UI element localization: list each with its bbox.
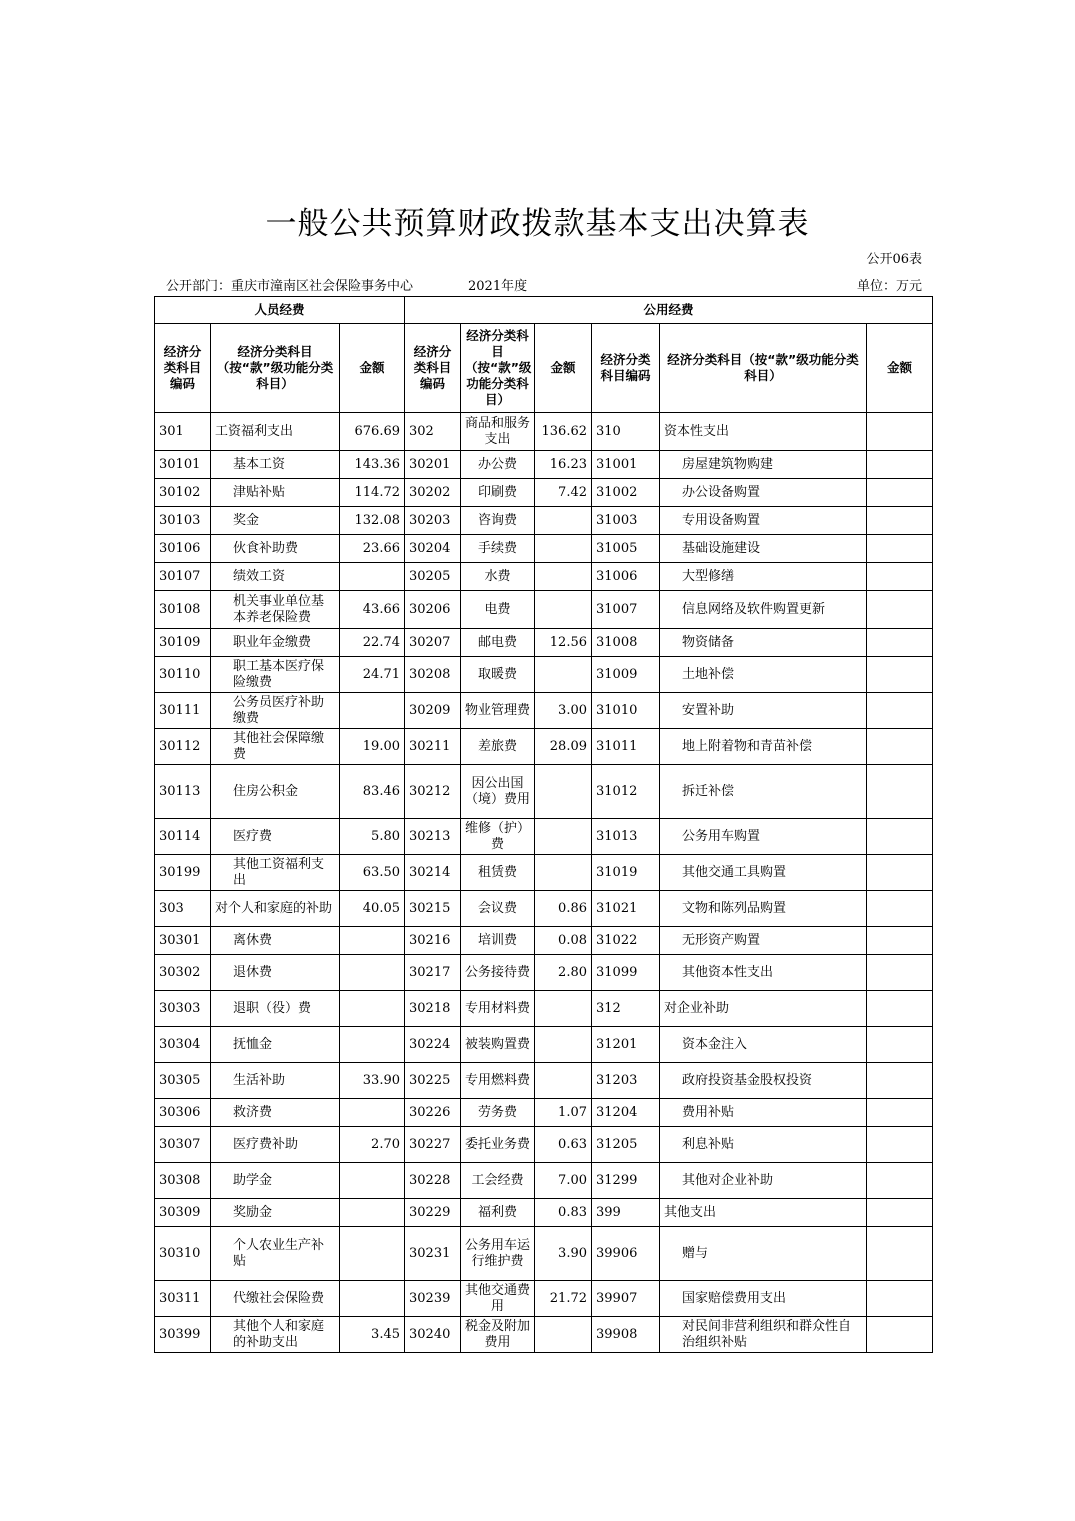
row-code-goods: 30203 (405, 507, 461, 535)
row-amount-personnel: 114.72 (340, 479, 405, 507)
row-amount-personnel (340, 991, 405, 1027)
row-code-capital: 31099 (592, 955, 660, 991)
row-code-goods: 30218 (405, 991, 461, 1027)
col-header-name: 经济分类科目（按“款”级功能分类科目） (660, 324, 867, 413)
col-header-code: 经济分类科目编码 (405, 324, 461, 413)
row-code-capital: 31002 (592, 479, 660, 507)
row-code-capital: 31203 (592, 1063, 660, 1099)
table-row (155, 1317, 933, 1353)
row-name-personnel: 退职（役）费 (211, 991, 340, 1027)
row-code-capital: 39908 (592, 1317, 660, 1353)
row-name-goods: 差旅费 (461, 729, 535, 765)
row-amount-goods: 16.23 (535, 451, 592, 479)
row-name-personnel: 医疗费 (211, 819, 340, 855)
row-name-capital: 土地补偿 (660, 657, 867, 693)
row-name-goods: 取暖费 (461, 657, 535, 693)
row-amount-goods: 3.90 (535, 1227, 592, 1281)
table-row (155, 629, 933, 657)
row-name-capital: 文物和陈列品购置 (660, 891, 867, 927)
row-code-personnel: 30310 (155, 1227, 211, 1281)
row-code-capital: 31013 (592, 819, 660, 855)
row-amount-personnel: 2.70 (340, 1127, 405, 1163)
table-row (155, 991, 933, 1027)
table-row (155, 855, 933, 891)
row-amount-goods (535, 657, 592, 693)
row-name-personnel: 代缴社会保险费 (211, 1281, 340, 1317)
row-name-goods: 办公费 (461, 451, 535, 479)
row-name-personnel: 绩效工资 (211, 563, 340, 591)
row-code-goods: 30217 (405, 955, 461, 991)
row-code-personnel: 30110 (155, 657, 211, 693)
row-amount-personnel (340, 1227, 405, 1281)
row-code-capital: 31201 (592, 1027, 660, 1063)
row-code-goods: 30228 (405, 1163, 461, 1199)
row-code-personnel: 30107 (155, 563, 211, 591)
row-code-personnel: 30309 (155, 1199, 211, 1227)
row-name-goods: 邮电费 (461, 629, 535, 657)
row-code-personnel: 30399 (155, 1317, 211, 1353)
row-amount-personnel (340, 1199, 405, 1227)
row-name-goods: 工会经费 (461, 1163, 535, 1199)
row-name-goods: 咨询费 (461, 507, 535, 535)
table-row (155, 729, 933, 765)
table-row (155, 657, 933, 693)
col-header-name: 经济分类科目（按“款”级功能分类科目） (211, 324, 340, 413)
row-code-capital: 31011 (592, 729, 660, 765)
row-amount-personnel (340, 563, 405, 591)
table-row (155, 1127, 933, 1163)
row-name-personnel: 离休费 (211, 927, 340, 955)
row-amount-capital (867, 1227, 933, 1281)
row-amount-goods (535, 765, 592, 819)
row-amount-capital (867, 955, 933, 991)
row-name-personnel: 奖励金 (211, 1199, 340, 1227)
row-amount-capital (867, 765, 933, 819)
row-name-personnel: 对个人和家庭的补助 (211, 891, 340, 927)
row-code-personnel: 30103 (155, 507, 211, 535)
row-amount-personnel: 132.08 (340, 507, 405, 535)
row-name-capital: 专用设备购置 (660, 507, 867, 535)
table-row (155, 413, 933, 451)
row-amount-goods (535, 507, 592, 535)
row-name-personnel: 公务员医疗补助缴费 (211, 693, 340, 729)
row-amount-personnel: 23.66 (340, 535, 405, 563)
row-code-goods: 30215 (405, 891, 461, 927)
row-code-goods: 30202 (405, 479, 461, 507)
row-name-goods: 物业管理费 (461, 693, 535, 729)
table-row (155, 1163, 933, 1199)
row-name-personnel: 其他工资福利支出 (211, 855, 340, 891)
row-code-goods: 30224 (405, 1027, 461, 1063)
row-code-personnel: 30109 (155, 629, 211, 657)
row-name-capital: 其他对企业补助 (660, 1163, 867, 1199)
row-amount-personnel: 22.74 (340, 629, 405, 657)
row-name-capital: 其他支出 (660, 1199, 867, 1227)
row-amount-capital (867, 591, 933, 629)
row-amount-goods (535, 563, 592, 591)
row-name-personnel: 机关事业单位基本养老保险费 (211, 591, 340, 629)
row-amount-personnel: 83.46 (340, 765, 405, 819)
row-name-personnel: 医疗费补助 (211, 1127, 340, 1163)
row-amount-personnel: 40.05 (340, 891, 405, 927)
report-year: 2021年度 (468, 279, 528, 294)
row-amount-goods (535, 991, 592, 1027)
row-code-capital: 31001 (592, 451, 660, 479)
row-amount-capital (867, 1127, 933, 1163)
row-amount-goods (535, 1063, 592, 1099)
row-code-personnel: 30303 (155, 991, 211, 1027)
table-row (155, 451, 933, 479)
row-code-personnel: 30305 (155, 1063, 211, 1099)
row-code-capital: 31003 (592, 507, 660, 535)
row-name-goods: 福利费 (461, 1199, 535, 1227)
row-code-capital: 31005 (592, 535, 660, 563)
row-amount-capital (867, 563, 933, 591)
row-name-goods: 印刷费 (461, 479, 535, 507)
row-name-capital: 物资储备 (660, 629, 867, 657)
col-header-code: 经济分类科目编码 (155, 324, 211, 413)
row-name-personnel: 抚恤金 (211, 1027, 340, 1063)
row-name-capital: 信息网络及软件购置更新 (660, 591, 867, 629)
row-name-personnel: 住房公积金 (211, 765, 340, 819)
row-amount-capital (867, 1281, 933, 1317)
table-row (155, 1063, 933, 1099)
row-amount-goods: 0.63 (535, 1127, 592, 1163)
row-name-personnel: 助学金 (211, 1163, 340, 1199)
unit-label: 单位：万元 (856, 279, 922, 294)
row-name-capital: 大型修缮 (660, 563, 867, 591)
row-name-goods: 专用燃料费 (461, 1063, 535, 1099)
row-amount-goods (535, 591, 592, 629)
form-number: 公开06表 (866, 252, 922, 267)
row-amount-goods: 0.83 (535, 1199, 592, 1227)
row-name-goods: 其他交通费用 (461, 1281, 535, 1317)
row-name-personnel: 职工基本医疗保险缴费 (211, 657, 340, 693)
row-name-personnel: 其他个人和家庭的补助支出 (211, 1317, 340, 1353)
row-name-goods: 电费 (461, 591, 535, 629)
row-code-goods: 30226 (405, 1099, 461, 1127)
row-code-personnel: 30302 (155, 955, 211, 991)
table-row (155, 693, 933, 729)
row-name-personnel: 津贴补贴 (211, 479, 340, 507)
row-amount-goods: 7.00 (535, 1163, 592, 1199)
row-code-personnel: 301 (155, 413, 211, 451)
row-amount-capital (867, 1163, 933, 1199)
report-meta (166, 275, 922, 293)
row-amount-capital (867, 451, 933, 479)
row-amount-capital (867, 629, 933, 657)
row-name-goods: 维修（护）费 (461, 819, 535, 855)
row-amount-personnel: 143.36 (340, 451, 405, 479)
row-name-goods: 水费 (461, 563, 535, 591)
row-code-personnel: 30199 (155, 855, 211, 891)
row-name-capital: 房屋建筑物购建 (660, 451, 867, 479)
row-code-capital: 31008 (592, 629, 660, 657)
row-code-personnel: 30301 (155, 927, 211, 955)
table-row (155, 819, 933, 855)
row-amount-capital (867, 1099, 933, 1127)
row-code-capital: 399 (592, 1199, 660, 1227)
row-name-goods: 被装购置费 (461, 1027, 535, 1063)
row-name-personnel: 职业年金缴费 (211, 629, 340, 657)
row-amount-personnel (340, 955, 405, 991)
row-amount-capital (867, 1027, 933, 1063)
row-code-goods: 30229 (405, 1199, 461, 1227)
row-code-goods: 30227 (405, 1127, 461, 1163)
row-code-personnel: 30112 (155, 729, 211, 765)
table-row (155, 891, 933, 927)
row-code-personnel: 30113 (155, 765, 211, 819)
row-code-goods: 30231 (405, 1227, 461, 1281)
row-amount-capital (867, 1063, 933, 1099)
row-name-capital: 对企业补助 (660, 991, 867, 1027)
row-name-goods: 专用材料费 (461, 991, 535, 1027)
row-name-capital: 拆迁补偿 (660, 765, 867, 819)
row-code-personnel: 30114 (155, 819, 211, 855)
table-body (155, 413, 933, 1353)
row-code-goods: 30240 (405, 1317, 461, 1353)
row-name-capital: 其他交通工具购置 (660, 855, 867, 891)
row-amount-capital (867, 657, 933, 693)
row-code-personnel: 30304 (155, 1027, 211, 1063)
row-code-goods: 30225 (405, 1063, 461, 1099)
row-code-goods: 30209 (405, 693, 461, 729)
row-amount-goods: 0.08 (535, 927, 592, 955)
row-amount-goods: 28.09 (535, 729, 592, 765)
row-name-capital: 赠与 (660, 1227, 867, 1281)
row-name-capital: 其他资本性支出 (660, 955, 867, 991)
row-amount-capital (867, 991, 933, 1027)
row-amount-personnel: 3.45 (340, 1317, 405, 1353)
row-code-personnel: 30308 (155, 1163, 211, 1199)
row-amount-goods (535, 535, 592, 563)
row-amount-goods: 3.00 (535, 693, 592, 729)
table-row (155, 955, 933, 991)
row-amount-capital (867, 693, 933, 729)
row-code-personnel: 30311 (155, 1281, 211, 1317)
row-amount-goods (535, 1027, 592, 1063)
row-amount-personnel (340, 927, 405, 955)
row-name-personnel: 工资福利支出 (211, 413, 340, 451)
row-amount-personnel (340, 693, 405, 729)
row-amount-personnel: 43.66 (340, 591, 405, 629)
row-amount-personnel: 33.90 (340, 1063, 405, 1099)
row-code-goods: 30201 (405, 451, 461, 479)
row-code-goods: 30216 (405, 927, 461, 955)
table-row (155, 1027, 933, 1063)
row-amount-capital (867, 891, 933, 927)
row-amount-goods: 136.62 (535, 413, 592, 451)
row-amount-personnel: 24.71 (340, 657, 405, 693)
row-name-capital: 办公设备购置 (660, 479, 867, 507)
row-name-capital: 对民间非营利组织和群众性自治组织补贴 (660, 1317, 867, 1353)
row-name-goods: 委托业务费 (461, 1127, 535, 1163)
row-code-capital: 39907 (592, 1281, 660, 1317)
row-name-personnel: 基本工资 (211, 451, 340, 479)
row-code-capital: 31009 (592, 657, 660, 693)
row-code-capital: 31299 (592, 1163, 660, 1199)
row-amount-capital (867, 1317, 933, 1353)
table-row (155, 479, 933, 507)
row-code-goods: 30214 (405, 855, 461, 891)
row-name-capital: 资本性支出 (660, 413, 867, 451)
row-amount-goods: 2.80 (535, 955, 592, 991)
row-name-capital: 资本金注入 (660, 1027, 867, 1063)
col-header-name: 经济分类科目（按“款”级功能分类科目） (461, 324, 535, 413)
table-row (155, 507, 933, 535)
row-code-personnel: 30307 (155, 1127, 211, 1163)
row-code-goods: 30212 (405, 765, 461, 819)
table-row (155, 1099, 933, 1127)
row-name-goods: 劳务费 (461, 1099, 535, 1127)
col-header-code: 经济分类科目编码 (592, 324, 660, 413)
row-amount-capital (867, 535, 933, 563)
row-name-personnel: 生活补助 (211, 1063, 340, 1099)
row-name-capital: 政府投资基金股权投资 (660, 1063, 867, 1099)
row-amount-capital (867, 479, 933, 507)
row-amount-goods (535, 1317, 592, 1353)
row-name-personnel: 奖金 (211, 507, 340, 535)
table-row (155, 927, 933, 955)
row-name-capital: 基础设施建设 (660, 535, 867, 563)
row-amount-personnel (340, 1099, 405, 1127)
col-header-amount: 金额 (867, 324, 933, 413)
row-name-personnel: 伙食补助费 (211, 535, 340, 563)
row-amount-goods: 21.72 (535, 1281, 592, 1317)
table-row (155, 535, 933, 563)
row-code-capital: 31021 (592, 891, 660, 927)
row-amount-personnel: 5.80 (340, 819, 405, 855)
row-amount-capital (867, 1199, 933, 1227)
row-amount-capital (867, 729, 933, 765)
group-header-personnel: 人员经费 (155, 297, 405, 324)
row-amount-capital (867, 507, 933, 535)
row-name-goods: 因公出国（境）费用 (461, 765, 535, 819)
row-name-goods: 租赁费 (461, 855, 535, 891)
row-code-capital: 31019 (592, 855, 660, 891)
row-name-personnel: 其他社会保障缴费 (211, 729, 340, 765)
row-name-goods: 公务用车运行维护费 (461, 1227, 535, 1281)
table-row (155, 1281, 933, 1317)
row-amount-capital (867, 927, 933, 955)
row-code-capital: 31022 (592, 927, 660, 955)
row-code-personnel: 30102 (155, 479, 211, 507)
row-name-goods: 会议费 (461, 891, 535, 927)
row-name-personnel: 个人农业生产补贴 (211, 1227, 340, 1281)
row-code-capital: 31007 (592, 591, 660, 629)
row-amount-personnel: 19.00 (340, 729, 405, 765)
row-amount-goods (535, 855, 592, 891)
expenditure-table (154, 296, 933, 1353)
row-amount-personnel (340, 1027, 405, 1063)
row-amount-capital (867, 855, 933, 891)
row-code-goods: 30211 (405, 729, 461, 765)
row-name-capital: 安置补助 (660, 693, 867, 729)
row-amount-personnel (340, 1281, 405, 1317)
row-amount-goods: 1.07 (535, 1099, 592, 1127)
row-code-goods: 302 (405, 413, 461, 451)
row-code-personnel: 30106 (155, 535, 211, 563)
row-amount-personnel: 676.69 (340, 413, 405, 451)
group-header-public: 公用经费 (405, 297, 933, 324)
row-code-personnel: 30111 (155, 693, 211, 729)
row-name-goods: 手续费 (461, 535, 535, 563)
row-code-capital: 31205 (592, 1127, 660, 1163)
table-row (155, 765, 933, 819)
row-amount-goods (535, 819, 592, 855)
table-row (155, 591, 933, 629)
row-amount-capital (867, 819, 933, 855)
table-row (155, 563, 933, 591)
row-amount-capital (867, 413, 933, 451)
row-code-capital: 31006 (592, 563, 660, 591)
row-code-goods: 30205 (405, 563, 461, 591)
row-code-capital: 312 (592, 991, 660, 1027)
row-code-goods: 30239 (405, 1281, 461, 1317)
row-code-goods: 30206 (405, 591, 461, 629)
row-code-capital: 310 (592, 413, 660, 451)
row-amount-personnel (340, 1163, 405, 1199)
table-row (155, 1227, 933, 1281)
row-code-personnel: 30108 (155, 591, 211, 629)
row-name-capital: 无形资产购置 (660, 927, 867, 955)
row-name-goods: 培训费 (461, 927, 535, 955)
row-code-personnel: 30306 (155, 1099, 211, 1127)
row-name-capital: 费用补贴 (660, 1099, 867, 1127)
row-code-personnel: 30101 (155, 451, 211, 479)
row-code-goods: 30208 (405, 657, 461, 693)
row-name-capital: 国家赔偿费用支出 (660, 1281, 867, 1317)
row-code-capital: 31012 (592, 765, 660, 819)
row-amount-goods: 12.56 (535, 629, 592, 657)
page-title: 一般公共预算财政拨款基本支出决算表 (265, 206, 810, 242)
row-amount-goods: 0.86 (535, 891, 592, 927)
row-code-capital: 39906 (592, 1227, 660, 1281)
col-header-amount: 金额 (535, 324, 592, 413)
row-name-capital: 地上附着物和青苗补偿 (660, 729, 867, 765)
row-name-goods: 公务接待费 (461, 955, 535, 991)
row-name-capital: 公务用车购置 (660, 819, 867, 855)
row-name-goods: 商品和服务支出 (461, 413, 535, 451)
row-name-capital: 利息补贴 (660, 1127, 867, 1163)
row-code-personnel: 303 (155, 891, 211, 927)
row-name-goods: 税金及附加费用 (461, 1317, 535, 1353)
row-code-capital: 31204 (592, 1099, 660, 1127)
row-code-goods: 30207 (405, 629, 461, 657)
row-code-goods: 30204 (405, 535, 461, 563)
row-code-capital: 31010 (592, 693, 660, 729)
row-amount-goods: 7.42 (535, 479, 592, 507)
row-name-personnel: 退休费 (211, 955, 340, 991)
table-row (155, 1199, 933, 1227)
row-code-goods: 30213 (405, 819, 461, 855)
col-header-amount: 金额 (340, 324, 405, 413)
row-name-personnel: 救济费 (211, 1099, 340, 1127)
department-label: 公开部门：重庆市潼南区社会保险事务中心 (166, 279, 414, 294)
row-amount-personnel: 63.50 (340, 855, 405, 891)
